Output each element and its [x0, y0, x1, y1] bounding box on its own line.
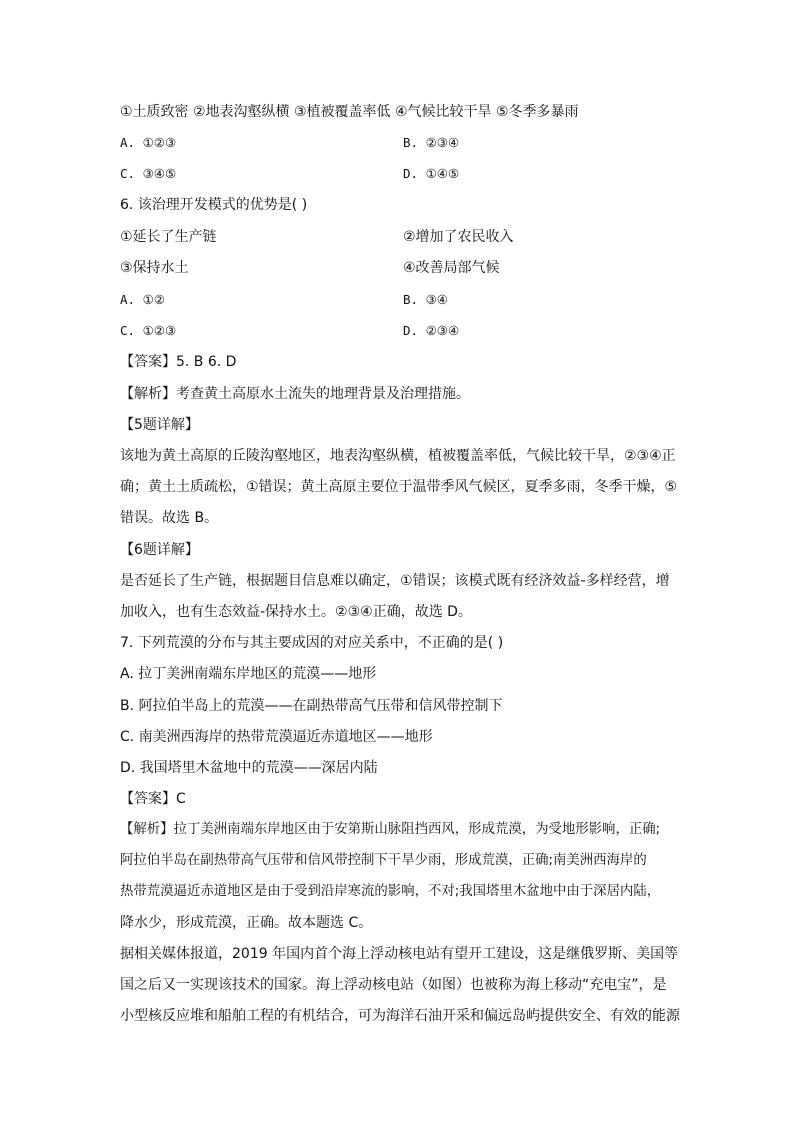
q6-statement-3: ③保持水土 [120, 260, 189, 276]
q5-option-d: D. ①④⑤ [403, 166, 460, 181]
q7-analysis-line-2: 阿拉伯半岛在副热带高气压带和信风带控制下干旱少雨，形成荒漠，正确;南美洲西海岸的 [120, 853, 647, 868]
q7-analysis-line-3: 热带荒漠逼近赤道地区是由于受到沿岸寒流的影响，不对;我国塔里木盆地中由于深居内陆， [120, 884, 661, 899]
q5-option-b: B. ②③④ [403, 135, 460, 150]
detail-6-line-1: 是否延长了生产链，根据题目信息难以确定，①错误；该模式既有经济效益-多样经营，增 [120, 573, 670, 589]
detail-5-line-2: 确；黄土土质疏松，①错误；黄土高原主要位于温带季风气候区，夏季多雨，冬季干燥，⑤ [120, 479, 678, 495]
analysis-5-6: 【解析】考查黄土高原水土流失的地理背景及治理措施。 [120, 386, 470, 402]
q6-option-d: D. ②③④ [403, 323, 460, 338]
detail-5-line-3: 错误。故选 B。 [120, 510, 219, 526]
detail-6-heading: 【6题详解】 [120, 542, 199, 558]
passage-line-2: 国之后又一实现该技术的国家。海上浮动核电站（如图）也被称为海上移动“充电宝”，是 [120, 977, 667, 993]
q6-statement-1: ①延长了生产链 [120, 229, 217, 245]
q7-option-c: C. 南美洲西海岸的热带荒漠逼近赤道地区——地形 [120, 729, 433, 745]
q7-analysis-line-1: 【解析】拉丁美洲南端东岸地区由于安第斯山脉阻挡西风，形成荒漠，为受地形影响，正确; [120, 822, 661, 837]
q6-stem: 6. 该治理开发模式的优势是( ) [120, 197, 308, 213]
q6-statement-4: ④改善局部气候 [403, 260, 500, 276]
q6-statement-2: ②增加了农民收入 [403, 229, 514, 245]
q6-option-c: C. ①②③ [120, 323, 177, 338]
detail-5-line-1: 该地为黄土高原的丘陵沟壑地区，地表沟壑纵横，植被覆盖率低，气候比较干旱，②③④正 [120, 448, 676, 464]
q5-option-c: C. ③④⑤ [120, 166, 177, 181]
q7-option-d: D. 我国塔里木盆地中的荒漠——深居内陆 [120, 760, 378, 776]
detail-5-heading: 【5题详解】 [120, 417, 199, 433]
detail-6-line-2: 加收入，也有生态效益-保持水土。②③④正确，故选 D。 [120, 604, 472, 620]
answer-5-6: 【答案】5. B 6. D [120, 354, 237, 370]
q7-option-a: A. 拉丁美洲南端东岸地区的荒漠——地形 [120, 666, 377, 682]
q6-option-b: B. ③④ [403, 292, 448, 307]
q6-option-a: A. ①② [120, 292, 165, 307]
q7-answer: 【答案】C [120, 791, 186, 807]
q5-option-a: A. ①②③ [120, 135, 177, 150]
q7-option-b: B. 阿拉伯半岛上的荒漠——在副热带高气压带和信风带控制下 [120, 698, 503, 714]
passage-line-1: 据相关媒体报道，2019 年国内首个海上浮动核电站有望开工建设，这是继俄罗斯、美国等 [120, 946, 679, 962]
q7-analysis-line-4: 降水少，形成荒漠，正确。故本题选 C。 [120, 915, 373, 931]
q7-stem: 7. 下列荒漠的分布与其主要成因的对应关系中，不正确的是( ) [120, 635, 504, 651]
q5-factors-line: ①土质致密 ②地表沟壑纵横 ③植被覆盖率低 ④气候比较干旱 ⑤冬季多暴雨 [120, 104, 579, 120]
passage-line-3: 小型核反应堆和船舶工程的有机结合，可为海洋石油开采和偏远岛屿提供安全、有效的能源 [120, 1008, 680, 1024]
